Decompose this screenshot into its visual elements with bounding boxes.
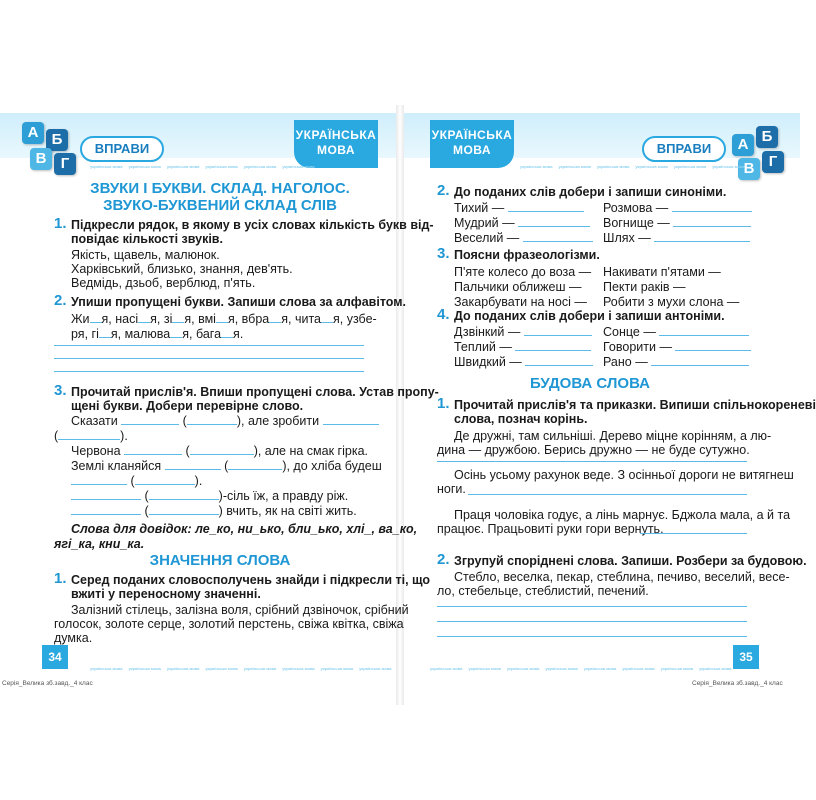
- word-item: Розмова —: [603, 200, 752, 216]
- abc-cube-icon: Г: [54, 153, 76, 175]
- subject-tab-line1: УКРАЇНСЬКА: [295, 128, 377, 142]
- subject-tab: [430, 120, 514, 168]
- decor-strip: українська мова українська мова українська мова українська мова українська мова українська мова українська мова українська мова: [430, 666, 732, 671]
- answer-line[interactable]: [54, 371, 364, 372]
- word-item: Рано —: [603, 354, 749, 370]
- section-subtitle: ЗВУКО-БУКВЕНИЙ СКЛАД СЛІВ: [103, 197, 337, 214]
- exercise-line: Де дружні, там сильніші. Дерево міцне корінням, а лю-: [454, 429, 772, 443]
- exercise-question: Підкресли рядок, в якому в усіх словах кількість букв від-: [71, 218, 434, 232]
- abc-cube-icon: Г: [762, 151, 784, 173]
- decor-strip: українська мова українська мова українська мова українська мова українська мова українська мова українська мова українська мова: [90, 666, 392, 671]
- abc-cube-icon: В: [738, 158, 760, 180]
- answer-line[interactable]: [468, 494, 747, 495]
- exercise-line: Праця чоловіка годує, а лінь марнує. Бджола мала, а й та: [454, 508, 791, 522]
- subject-tab-line2: МОВА: [452, 143, 492, 157]
- exercise-question: Серед поданих словосполучень знайди і підкресли ті, що: [71, 573, 431, 587]
- exercise-question: До поданих слів добери і запиши синоніми.: [454, 185, 727, 199]
- answer-line[interactable]: [54, 345, 364, 346]
- fill-in-line: Жи я, насі я, зі я, вмі я, вбра я, чита я, узбе-: [71, 312, 377, 326]
- exercises-label: ВПРАВИ: [80, 136, 164, 162]
- exercise-number: 2.: [437, 551, 450, 568]
- word-item: Закарбувати на носі —: [454, 295, 587, 309]
- page-number: 35: [733, 645, 759, 669]
- word-item: Тихий —: [454, 200, 584, 216]
- exercise-number: 2.: [54, 292, 67, 309]
- abc-cube-icon: В: [30, 148, 52, 170]
- exercise-question: Прочитай прислів'я та приказки. Випиши спільнокореневі: [454, 398, 816, 412]
- footer-text: Серія_Велика зб.завд._4 клас: [2, 680, 93, 687]
- exercise-line: ноги.: [437, 482, 466, 496]
- proverb-line: ( )-сіль їж, а правду ріж.: [71, 488, 348, 504]
- answer-line[interactable]: [437, 636, 747, 637]
- exercise-question: Поясни фразеологізми.: [454, 248, 600, 262]
- exercise-line: Харківський, близько, знання, дев'ять.: [71, 262, 293, 276]
- section-title: БУДОВА СЛОВА: [530, 375, 650, 392]
- subject-tab-line2: МОВА: [316, 143, 356, 157]
- word-item: Теплий —: [454, 339, 591, 355]
- decor-strip: українська мова українська мова українська мова українська мова українська мова українська мова: [90, 164, 315, 169]
- exercise-question: Прочитай прислів'я. Впиши пропущені слова. Устав пропу-: [71, 385, 439, 399]
- exercise-question: До поданих слів добери і запиши антоніми.: [454, 309, 725, 323]
- answer-line[interactable]: [54, 358, 364, 359]
- help-words: Слова для довідок: ле_ко, ни_ько, бли_ько, хлі_, ва_ко,: [71, 522, 418, 536]
- answer-line[interactable]: [437, 606, 747, 607]
- exercise-line: Якість, щавель, малюнок.: [71, 248, 220, 262]
- abc-cube-icon: Б: [46, 129, 68, 151]
- word-item: П'яте колесо до воза —: [454, 265, 592, 279]
- exercise-line: Ведмідь, дзьоб, верблюд, п'ять.: [71, 276, 256, 290]
- word-item: Пекти раків —: [603, 280, 686, 294]
- exercise-line: голосок, золоте серце, золотий перстень, свіжа квітка, свіжа: [54, 617, 404, 631]
- word-item: Веселий —: [454, 230, 593, 246]
- abc-cube-icon: А: [22, 122, 44, 144]
- abc-cube-icon: Б: [756, 126, 778, 148]
- exercise-line: Стебло, веселка, пекар, стеблина, печиво, веселий, весе-: [454, 570, 790, 584]
- exercise-line: дина — дружбою. Берись дружно — не буде сутужно.: [437, 443, 750, 457]
- exercise-line: Осінь усьому рахунок веде. З осінньої дороги не витягнеш: [454, 468, 794, 482]
- exercises-label: ВПРАВИ: [642, 136, 726, 162]
- word-item: Сонце —: [603, 324, 749, 340]
- exercise-number: 1.: [437, 395, 450, 412]
- exercise-question: Упиши пропущені букви. Запиши слова за алфавітом.: [71, 295, 406, 309]
- exercise-question: щені букви. Добери перевірне слово.: [71, 399, 304, 413]
- exercise-line: ло, стебельце, стеблистий, печений.: [437, 584, 649, 598]
- exercise-question: повідає кількості звуків.: [71, 232, 223, 246]
- exercise-number: 1.: [54, 570, 67, 587]
- word-item: Говорити —: [603, 339, 751, 355]
- proverb-line: ( ).: [71, 473, 202, 489]
- exercise-number: 3.: [437, 245, 450, 262]
- exercise-number: 2.: [437, 182, 450, 199]
- proverb-line: Сказати ( ), але зробити: [71, 413, 379, 429]
- exercise-line: думка.: [54, 631, 93, 645]
- exercise-question: слова, познач корінь.: [454, 412, 588, 426]
- word-item: Вогнище —: [603, 215, 751, 231]
- exercise-number: 4.: [437, 306, 450, 323]
- answer-line[interactable]: [437, 461, 747, 462]
- fill-in-line: ря, гі я, малюва я, бага я.: [71, 327, 244, 341]
- word-item: Мудрий —: [454, 215, 590, 231]
- exercise-line: працює. Працьовиті руки гори вернуть.: [437, 522, 664, 536]
- word-item: Робити з мухи слона —: [603, 295, 740, 309]
- page-number: 34: [42, 645, 68, 669]
- exercise-question: вжиті у переносному значенні.: [71, 587, 261, 601]
- section-title: ЗВУКИ І БУКВИ. СКЛАД. НАГОЛОС.: [90, 180, 350, 197]
- proverb-line: ( ) вчить, як на світі жить.: [71, 503, 357, 519]
- abc-cube-icon: А: [732, 134, 754, 156]
- subject-tab-line1: УКРАЇНСЬКА: [431, 128, 513, 142]
- subject-tab: [294, 120, 378, 168]
- word-item: Накивати п'ятами —: [603, 265, 721, 279]
- word-item: Пальчики оближеш —: [454, 280, 582, 294]
- answer-line[interactable]: [640, 533, 747, 534]
- exercise-number: 3.: [54, 382, 67, 399]
- exercise-number: 1.: [54, 215, 67, 232]
- exercise-line: Залізний стілець, залізна воля, срібний дзвіночок, срібний: [71, 603, 409, 617]
- exercise-question: Згрупуй споріднені слова. Запиши. Розбери за будовою.: [454, 554, 807, 568]
- word-item: Швидкий —: [454, 354, 593, 370]
- word-item: Шлях —: [603, 230, 750, 246]
- section-title: ЗНАЧЕННЯ СЛОВА: [149, 552, 291, 569]
- answer-line[interactable]: [437, 621, 747, 622]
- proverb-line: Червона ( ), але на смак гірка.: [71, 444, 368, 458]
- footer-text: Серія_Велика зб.завд._4 клас: [692, 680, 783, 687]
- proverb-line: ( ).: [54, 429, 128, 443]
- word-item: Дзвінкий —: [454, 324, 592, 340]
- help-words: ягі_ка, кни_ка.: [54, 537, 145, 551]
- proverb-line: Землі кланяйся ( ), до хліба будеш: [71, 459, 382, 473]
- decor-strip: українська мова українська мова українська мова українська мова українська мова українська мова: [520, 164, 745, 169]
